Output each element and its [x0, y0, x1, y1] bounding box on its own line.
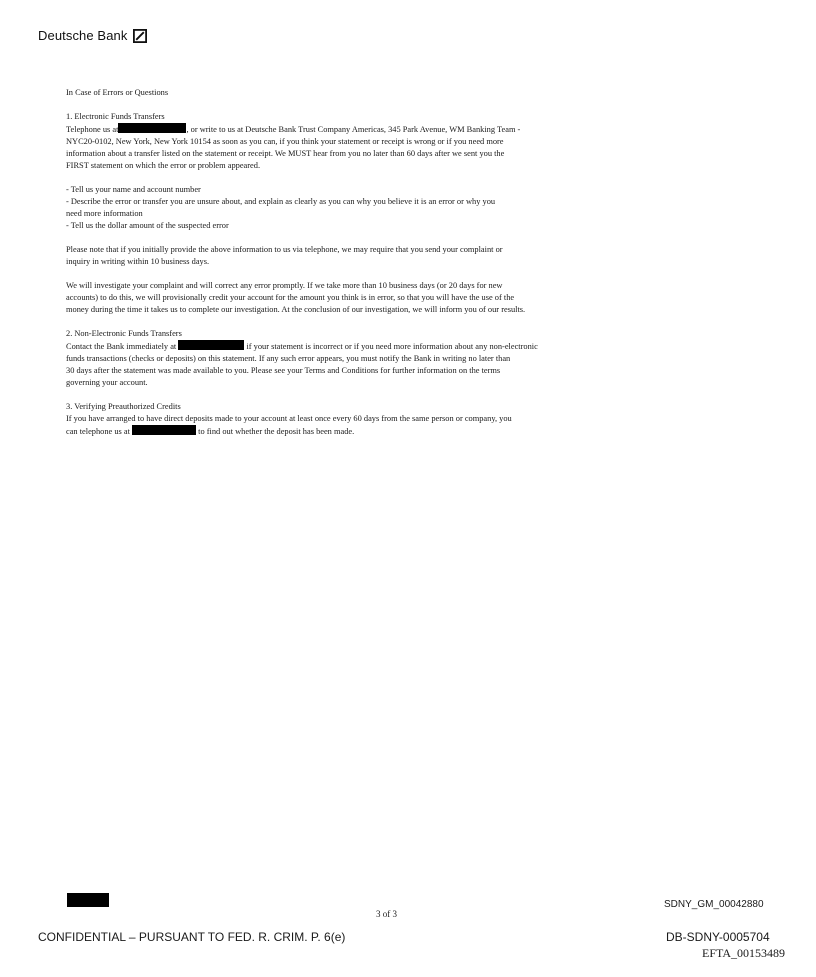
section-non-electronic-transfers [66, 328, 656, 389]
heading: In Case of Errors or Questions [66, 88, 169, 97]
section-electronic-transfers [66, 111, 656, 172]
section-line: 30 days after the statement was made available to you. Please see your Terms and Conditions for further information on the terms [66, 366, 501, 375]
bates-number: DB-SDNY-0005704 [666, 930, 770, 944]
section-title: 1. Electronic Funds Transfers [66, 112, 165, 121]
section-line: funds transactions (checks or deposits) on this statement. If any such error appears, you must notify the Bank in writing no later than [66, 354, 511, 363]
section-preauthorized-credits [66, 401, 656, 438]
section-title: 3. Verifying Preauthorized Credits [66, 402, 181, 411]
page-number: 3 of 3 [376, 909, 397, 919]
section-line: If you have arranged to have direct deposits made to your account at least once every 60 days from the same person or company, you [66, 414, 512, 423]
confidentiality-notice: CONFIDENTIAL – PURSUANT TO FED. R. CRIM. P. 6(e) [38, 930, 346, 944]
document-body [66, 87, 656, 450]
instruction-list [66, 184, 656, 232]
redaction-box [118, 123, 186, 133]
brand-logo [38, 28, 147, 43]
deutsche-bank-slash-square-icon [133, 29, 147, 43]
section-line: Telephone us at , or write to us at Deutsche Bank Trust Company Americas, 345 Park Avenue, WM Banking Team - [66, 125, 521, 134]
list-item: - Describe the error or transfer you are unsure about, and explain as clearly as you can why you believe it is an error or why you [66, 197, 496, 206]
brand-name: Deutsche Bank [38, 28, 128, 43]
list-item: - Tell us your name and account number [66, 185, 201, 194]
section-line: can telephone us at to find out whether the deposit has been made. [66, 427, 355, 436]
redaction-box [132, 425, 196, 435]
bates-number: SDNY_GM_00042880 [664, 899, 764, 910]
redaction-box [178, 340, 244, 350]
section-line: Contact the Bank immediately at if your statement is incorrect or if you need more information about any non-electronic [66, 342, 538, 351]
investigation-paragraph: We will investigate your complaint and will correct any error promptly. If we take more than 10 business days (or 20 days for new accounts) to do this, we will provisionally credit your account for the amount you think is in error, so that you will have the use of the money during the time it takes us to complete our investigation. At the conclusion of our investigation, we will inform you of our results. [66, 281, 526, 314]
section-line: information about a transfer listed on the statement or receipt. We MUST hear from you no later than 60 days after we sent you the [66, 149, 505, 158]
section-line: governing your account. [66, 378, 148, 387]
section-title: 2. Non-Electronic Funds Transfers [66, 329, 182, 338]
note-paragraph: Please note that if you initially provide the above information to us via telephone, we may require that you send your complaint or inquiry in writing within 10 business days. [66, 245, 503, 266]
section-line: NYC20-0102, New York, New York 10154 as soon as you can, if you think your statement or receipt is wrong or if you need more [66, 137, 504, 146]
section-line: FIRST statement on which the error or problem appeared. [66, 161, 261, 170]
bates-number: EFTA_00153489 [702, 946, 786, 960]
list-item: - Tell us the dollar amount of the suspected error [66, 221, 229, 230]
redaction-box [67, 893, 109, 907]
list-item: need more information [66, 209, 143, 218]
